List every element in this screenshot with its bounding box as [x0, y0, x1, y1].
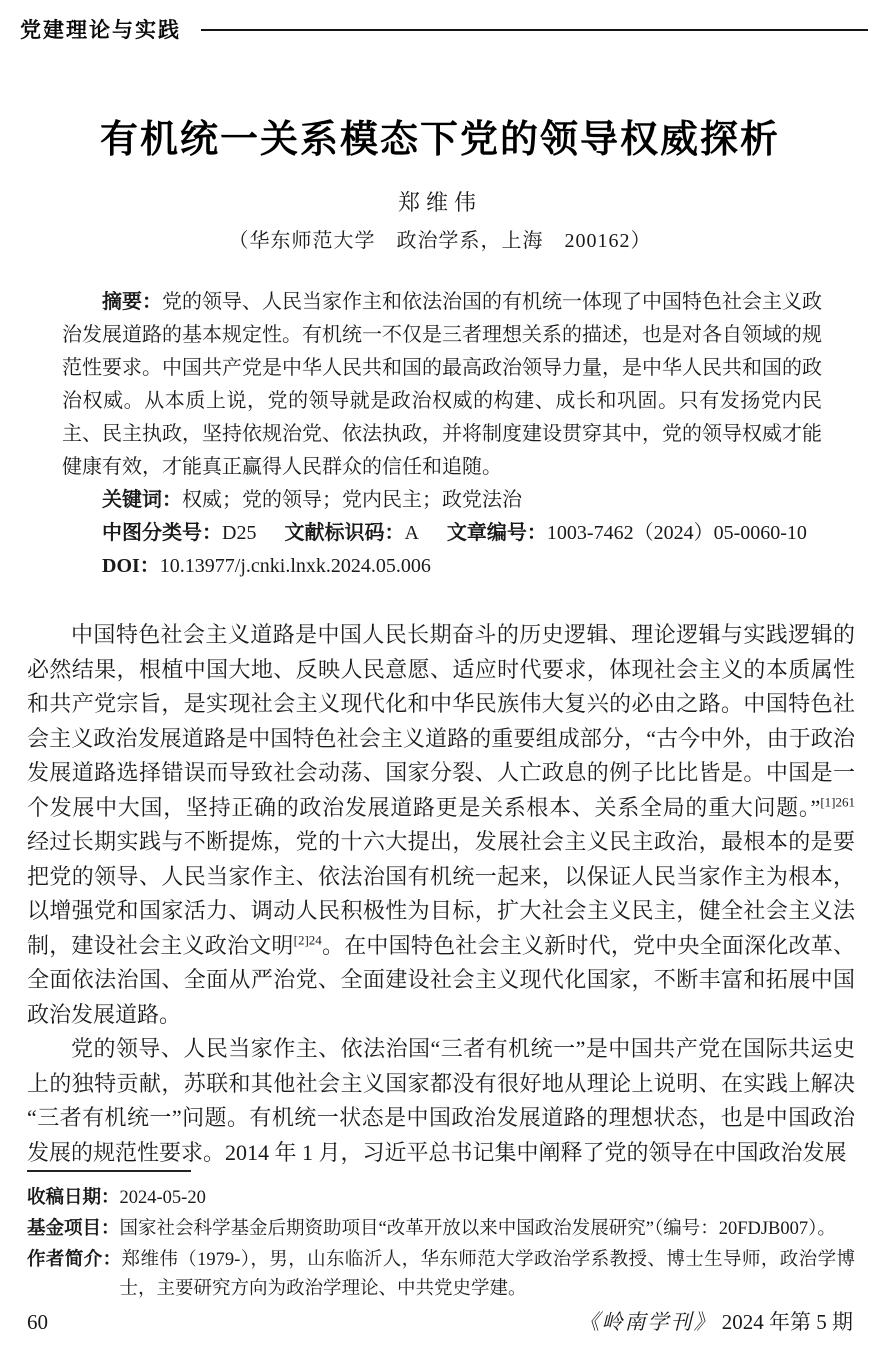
column-header [20, 14, 868, 44]
body-paragraph [27, 1032, 855, 1170]
article-title: 有机统一关系模态下党的领导权威探析 [99, 119, 780, 161]
paragraph-text: 经过长期实践与不断提炼，党的十六大提出，发展社会主义民主政治，最根本的是要把党的领导、人民当家作主、依法治国有机统一起来，以保证人民当家作主为根本，以增强党和国家活力、调动人民积极性为目标，扩大社会主义民主，健全社会主义法制，建设社会主义政治文明 [27, 829, 855, 958]
paragraph-text: 党的领导、人民当家作主、依法治国“三者有机统一”是中国共产党在国际共运史上的独特贡献，苏联和其他社会主义国家都没有很好地从理论上说明、在实践上解决“三者有机统一”问题。有机统一状态是中国政治发展道路的理想状态，也是中国政治发展的规范性要求。2014 年 1 月，习近平总书记集中阐释了党的领导在中国政治发展 [27, 1036, 855, 1165]
footnote-received [27, 1182, 855, 1213]
meta-line [62, 517, 822, 550]
journal-issue [579, 1306, 854, 1336]
abstract [62, 286, 822, 484]
footnote-funding [27, 1213, 855, 1244]
citation-superscript: [2]24 [293, 932, 322, 948]
keywords-label: 关键词： [102, 489, 182, 511]
header-rule [201, 29, 868, 31]
abstract-label: 摘要： [102, 291, 162, 313]
doi-line [62, 550, 822, 583]
clc-value: D25 [222, 522, 257, 544]
doc-code-label: 文献标识码： [284, 522, 405, 544]
footnote-bio [27, 1244, 855, 1304]
doi-value: 10.13977/j.cnki.lnxk.2024.05.006 [159, 555, 431, 577]
issue-info: 2024 年第 5 期 [721, 1310, 853, 1334]
front-matter [62, 286, 822, 583]
article-author: 郑维伟 [397, 190, 482, 215]
doi-label: DOI： [102, 555, 160, 577]
clc-label: 中图分类号： [102, 522, 222, 544]
column-label: 党建理论与实践 [20, 19, 181, 42]
citation-superscript: [1]261 [820, 794, 855, 810]
funding-text: 国家社会科学基金后期资助项目“改革开放以来中国政治发展研究”（编号：20FDJB007）。 [119, 1219, 836, 1239]
journal-name: 《岭南学刊》 [578, 1310, 717, 1334]
footnotes [27, 1182, 855, 1304]
keywords [62, 484, 822, 517]
funding-label: 基金项目： [27, 1217, 120, 1238]
article-no-value: 1003-7462（2024）05-0060-10 [546, 522, 807, 544]
footnote-rule [27, 1170, 191, 1172]
page-number: 60 [27, 1310, 48, 1334]
keywords-text: 权威；党的领导；党内民主；政党法治 [182, 489, 522, 511]
article-no-label: 文章编号： [446, 522, 547, 544]
received-label: 收稿日期： [27, 1186, 120, 1207]
body-paragraph [27, 618, 855, 1032]
abstract-text: 党的领导、人民当家作主和依法治国的有机统一体现了中国特色社会主义政治发展道路的基本规定性。有机统一不仅是三者理想关系的描述，也是对各自领域的规范性要求。中国共产党是中华人民共和国的最高政治领导力量，是中华人民共和国的政治权威。从本质上说，党的领导就是政治权威的构建、成长和巩固。只有发扬党内民主、民主执政，坚持依规治党、依法执政，并将制度建设贯穿其中，党的领导权威才能健康有效，才能真正赢得人民群众的信任和追随。 [62, 291, 822, 478]
bio-text: 郑维伟（1979-），男，山东临沂人，华东师范大学政治学系教授、博士生导师，政治学博士，主要研究方向为政治学理论、中共党史学建。 [119, 1250, 855, 1299]
paragraph-text: 中国特色社会主义道路是中国人民长期奋斗的历史逻辑、理论逻辑与实践逻辑的必然结果，根植中国大地、反映人民意愿、适应时代要求，体现社会主义的本质属性和共产党宗旨，是实现社会主义现代化和中华民族伟大复兴的必由之路。中国特色社会主义政治发展道路是中国特色社会主义道路的重要组成部分，“古今中外，由于政治发展道路选择错误而导致社会动荡、国家分裂、人亡政息的例子比比皆是。中国是一个发展中大国，坚持正确的政治发展道路更是关系根本、关系全局的重大问题。” [27, 622, 855, 820]
bio-label: 作者简介： [27, 1248, 122, 1269]
doc-code-value: A [404, 522, 419, 544]
article-body [27, 618, 855, 1170]
page-footer [27, 1306, 853, 1336]
paragraph-text: 。在中国特色社会主义新时代，党中央全面深化改革、全面依法治国、全面从严治党、全面建设社会主义现代化国家，不断丰富和拓展中国政治发展道路。 [27, 932, 855, 1027]
received-text: 2024-05-20 [119, 1188, 206, 1208]
article-affiliation: （华东师范大学 政治学系，上海 200162） [228, 230, 652, 252]
